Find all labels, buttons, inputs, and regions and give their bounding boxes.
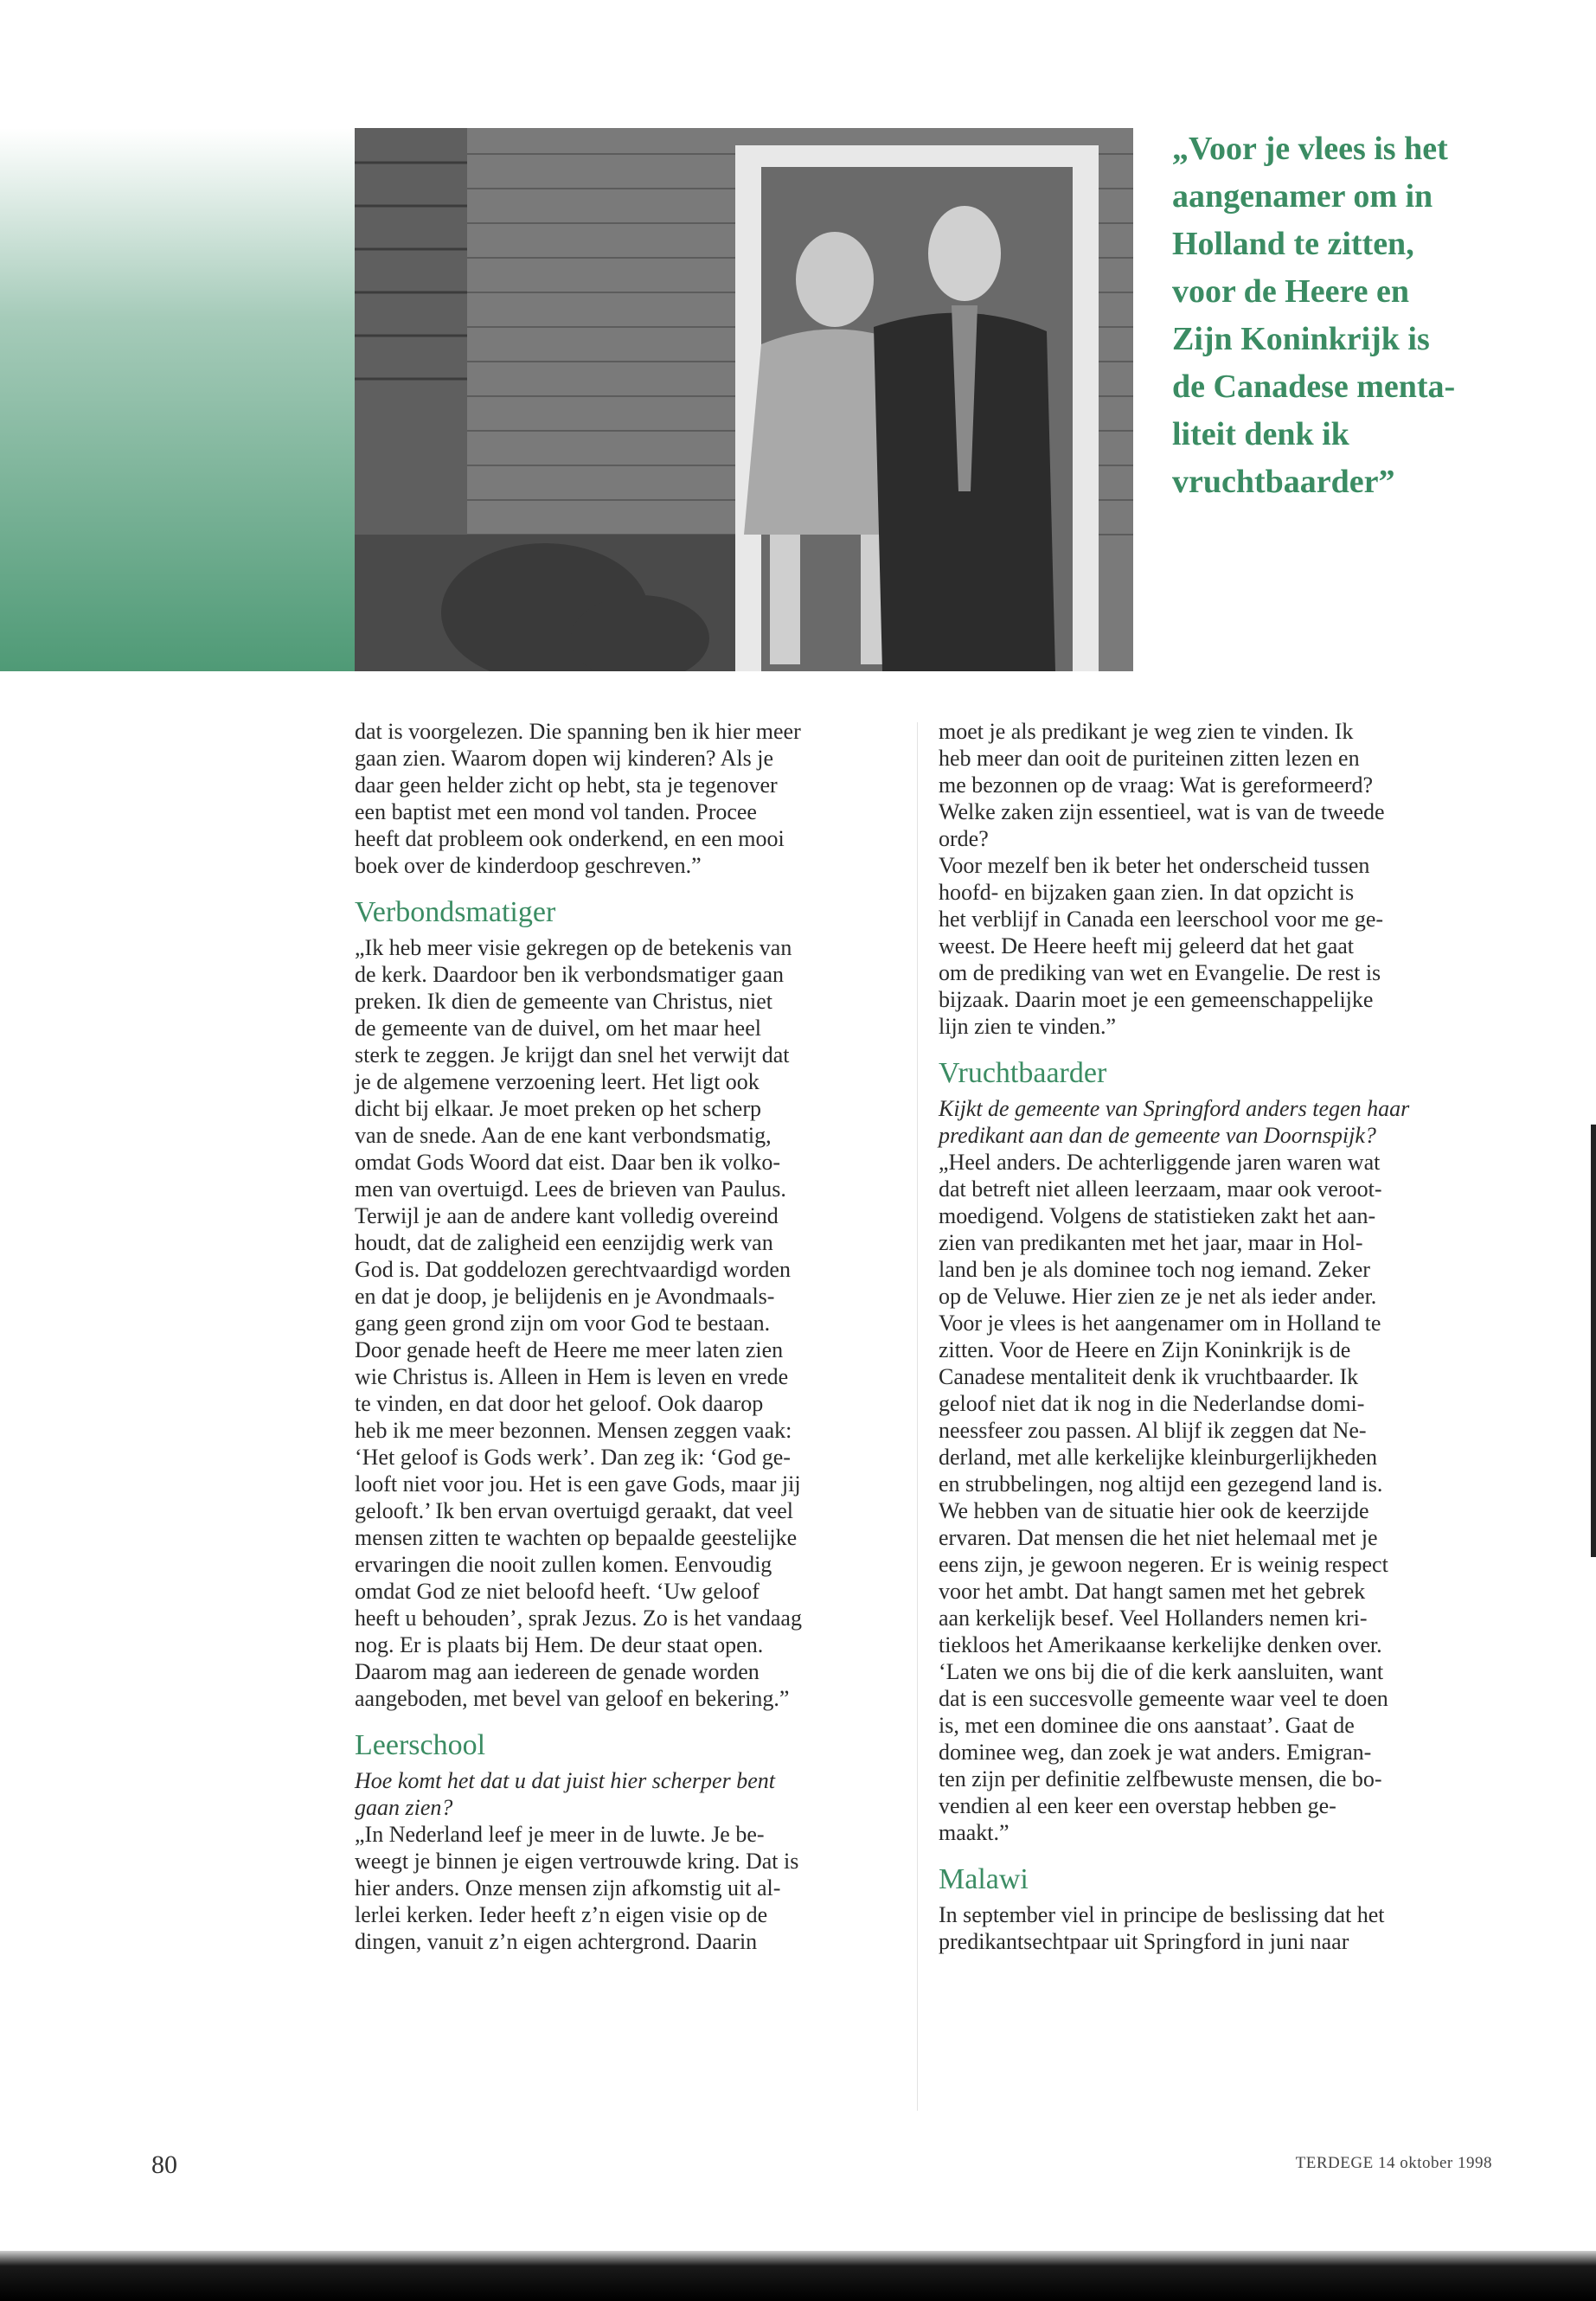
text-line: hier anders. Onze mensen zijn afkomstig uit al- — [355, 1875, 781, 1900]
pull-quote-line: Zijn Koninkrijk is — [1172, 321, 1430, 357]
text-line: zitten. Voor de Heere en Zijn Koninkrijk is de — [939, 1337, 1351, 1362]
text-line: nog. Er is plaats bij Hem. De deur staat open. — [355, 1632, 764, 1657]
text-line: geloof niet dat ik nog in die Nederlandse domi- — [939, 1391, 1365, 1416]
text-line: Voor je vlees is het aangenamer om in Holland te — [939, 1311, 1381, 1336]
text-line: dat betreft niet alleen leerzaam, maar ook veroot- — [939, 1176, 1382, 1202]
text-line: heeft dat probleem ook onderkend, en een mooi — [355, 826, 785, 851]
text-line: ervaringen die nooit zullen komen. Eenvoudig — [355, 1552, 772, 1577]
text-line: Daarom mag aan iedereen de genade worden — [355, 1659, 760, 1684]
text-line: heb ik me meer bezonnen. Mensen zeggen vaak: — [355, 1418, 792, 1443]
text-line: vendien al een keer een overstap hebben ge- — [939, 1793, 1336, 1818]
text-line: moedigend. Volgens de statistieken zakt het aan- — [939, 1203, 1376, 1228]
right-intro-paragraph — [939, 718, 1492, 1040]
text-line: gaan zien. Waarom dopen wij kinderen? Als je — [355, 746, 774, 771]
leerschool-paragraph — [355, 1821, 882, 1955]
couple-photo-illustration — [355, 128, 1133, 671]
text-line: houdt, dat de zaligheid een eenzijdig werk van — [355, 1230, 773, 1255]
pull-quote-line: „Voor je vlees is het — [1172, 131, 1448, 167]
column-divider — [917, 722, 918, 2111]
text-line: aangeboden, met bevel van geloof en bekering.” — [355, 1686, 790, 1711]
question-line: Hoe komt het dat u dat juist hier scherper bent — [355, 1768, 775, 1793]
text-line: is, met een dominee die ons aanstaat’. Gaat de — [939, 1713, 1355, 1738]
right-column — [939, 718, 1492, 1955]
text-line: ‘Het geloof is Gods werk’. Dan zeg ik: ‘God ge- — [355, 1445, 791, 1470]
text-line: Door genade heeft de Heere me meer laten zien — [355, 1337, 784, 1362]
photo — [355, 128, 1133, 671]
text-line: „Ik heb meer visie gekregen op de betekenis van — [355, 935, 792, 960]
text-line: daar geen helder zicht op hebt, sta je tegenover — [355, 772, 778, 798]
text-line: voor het ambt. Dat hangt samen met het gebrek — [939, 1579, 1366, 1604]
left-column — [355, 718, 882, 1955]
pull-quote-line: de Canadese menta- — [1172, 369, 1456, 405]
text-line: God is. Dat goddelozen gerechtvaardigd worden — [355, 1257, 791, 1282]
text-line: de kerk. Daardoor ben ik verbondsmatiger gaan — [355, 962, 784, 987]
text-line: dicht bij elkaar. Je moet preken op het scherp — [355, 1096, 762, 1121]
text-line: Canadese mentaliteit denk ik vruchtbaarder. Ik — [939, 1364, 1359, 1389]
text-line: „In Nederland leef je meer in de luwte. Je be- — [355, 1822, 765, 1847]
text-line: „Heel anders. De achterliggende jaren waren wat — [939, 1150, 1381, 1175]
text-line: dominee weg, dan zoek je wat anders. Emigran- — [939, 1740, 1372, 1765]
verbondsmatiger-paragraph — [355, 934, 882, 1712]
page-number: 80 — [151, 2150, 177, 2179]
text-line: boek over de kinderdoop geschreven.” — [355, 853, 702, 878]
question-line: gaan zien? — [355, 1795, 453, 1820]
text-line: ‘Laten we ons bij die of die kerk aansluiten, want — [939, 1659, 1384, 1684]
left-intro-paragraph — [355, 718, 882, 879]
text-line: looft niet voor jou. Het is een gave Gods, maar jij — [355, 1471, 801, 1497]
text-line: dat is voorgelezen. Die spanning ben ik hier meer — [355, 719, 801, 744]
text-line: de gemeente van de duivel, om het maar heel — [355, 1016, 761, 1041]
publication-footer: TERDEGE 14 oktober 1998 — [1295, 2154, 1492, 2172]
text-line: heb meer dan ooit de puriteinen zitten lezen en — [939, 746, 1360, 771]
text-line: me bezonnen op de vraag: Wat is gereformeerd? — [939, 772, 1374, 798]
text-line: om de prediking van wet en Evangelie. De rest is — [939, 960, 1381, 985]
text-line: maakt.” — [939, 1820, 1010, 1845]
pull-quote-line: voor de Heere en — [1172, 273, 1410, 310]
text-line: heeft u behouden’, sprak Jezus. Zo is het vandaag — [355, 1606, 802, 1631]
section-heading-malawi: Malawi — [939, 1863, 1029, 1895]
vruchtbaarder-paragraph — [939, 1149, 1492, 1846]
text-line: In september viel in principe de beslissing dat het — [939, 1902, 1385, 1927]
text-line: dat is een succesvolle gemeente waar veel te doen — [939, 1686, 1388, 1711]
text-line: neessfeer zou passen. Al blijf ik zeggen dat Ne- — [939, 1418, 1367, 1443]
scan-edge-mark — [1591, 1125, 1596, 1557]
text-line: orde? — [939, 826, 989, 851]
text-line: omdat Gods Woord dat eist. Daar ben ik volko- — [355, 1150, 781, 1175]
malawi-paragraph — [939, 1901, 1492, 1955]
text-line: predikantsechtpaar uit Springford in juni naar — [939, 1929, 1349, 1954]
question-line: predikant aan dan de gemeente van Doornspijk? — [939, 1123, 1376, 1148]
scan-bottom-bar — [0, 2251, 1596, 2301]
text-line: We hebben van de situatie hier ook de keerzijde — [939, 1498, 1369, 1523]
text-line: te vinden, en dat door het geloof. Ook daarop — [355, 1391, 764, 1416]
section-heading-verbondsmatiger: Verbondsmatiger — [355, 896, 556, 928]
text-line: mensen zitten te wachten op bepaalde geestelijke — [355, 1525, 798, 1550]
pull-quote-line: Holland te zitten, — [1172, 226, 1414, 262]
text-line: een baptist met een mond vol tanden. Procee — [355, 799, 757, 824]
text-line: op de Veluwe. Hier zien ze je net als ieder ander. — [939, 1284, 1377, 1309]
text-line: men van overtuigd. Lees de brieven van Paulus. — [355, 1176, 786, 1202]
text-line: weest. De Heere heeft mij geleerd dat het gaat — [939, 933, 1355, 958]
pull-quote-line: liteit denk ik — [1172, 416, 1349, 452]
text-line: dingen, vanuit z’n eigen achtergrond. Daarin — [355, 1929, 758, 1954]
green-gradient-block — [0, 128, 355, 671]
pull-quote — [1172, 125, 1535, 506]
text-line: eens zijn, je gewoon negeren. Er is weinig respect — [939, 1552, 1388, 1577]
pull-quote-line: aangenamer om in — [1172, 178, 1433, 215]
leerschool-question — [355, 1767, 882, 1821]
pull-quote-line: vruchtbaarder” — [1172, 464, 1395, 500]
text-line: het verblijf in Canada een leerschool voor me ge- — [939, 907, 1384, 932]
text-line: gelooft.’ Ik ben ervan overtuigd geraakt, dat veel — [355, 1498, 794, 1523]
text-line: Voor mezelf ben ik beter het onderscheid tussen — [939, 853, 1370, 878]
text-line: ten zijn per definitie zelfbewuste mensen, die bo- — [939, 1766, 1382, 1791]
text-line: en dat je doop, je belijdenis en je Avondmaals- — [355, 1284, 775, 1309]
text-line: aan kerkelijk besef. Veel Hollanders nemen kri- — [939, 1606, 1368, 1631]
text-line: wie Christus is. Alleen in Hem is leven en vrede — [355, 1364, 789, 1389]
question-line: Kijkt de gemeente van Springford anders tegen haar — [939, 1096, 1410, 1121]
text-line: ervaren. Dat mensen die het niet helemaal met je — [939, 1525, 1378, 1550]
text-line: moet je als predikant je weg zien te vinden. Ik — [939, 719, 1354, 744]
text-line: land ben je als dominee toch nog iemand. Zeker — [939, 1257, 1370, 1282]
text-line: lijn zien te vinden.” — [939, 1014, 1117, 1039]
text-line: van de snede. Aan de ene kant verbondsmatig, — [355, 1123, 772, 1148]
text-line: hoofd- en bijzaken gaan zien. In dat opzicht is — [939, 880, 1355, 905]
text-line: bijzaak. Daarin moet je een gemeenschappelijke — [939, 987, 1374, 1012]
text-line: je de algemene verzoening leert. Het ligt ook — [355, 1069, 760, 1094]
text-line: preken. Ik dien de gemeente van Christus, niet — [355, 989, 773, 1014]
text-line: Welke zaken zijn essentieel, wat is van de tweede — [939, 799, 1385, 824]
text-line: tiekloos het Amerikaanse kerkelijke denken over. — [939, 1632, 1382, 1657]
text-line: derland, met alle kerkelijke kleinburgerlijkheden — [939, 1445, 1378, 1470]
text-line: sterk te zeggen. Je krijgt dan snel het verwijt dat — [355, 1042, 790, 1067]
section-heading-vruchtbaarder: Vruchtbaarder — [939, 1057, 1107, 1089]
section-heading-leerschool: Leerschool — [355, 1729, 486, 1761]
vruchtbaarder-question — [939, 1095, 1492, 1149]
text-line: omdat God ze niet beloofd heeft. ‘Uw geloof — [355, 1579, 760, 1604]
text-line: lerlei kerken. Ieder heeft z’n eigen visie op de — [355, 1902, 768, 1927]
text-line: gang geen grond zijn om voor God te bestaan. — [355, 1311, 771, 1336]
text-line: en strubbelingen, nog altijd een gezegend land is. — [939, 1471, 1383, 1497]
text-line: weegt je binnen je eigen vertrouwde kring. Dat is — [355, 1849, 799, 1874]
text-line: Terwijl je aan de andere kant volledig overeind — [355, 1203, 779, 1228]
text-line: zien van predikanten met het jaar, maar in Hol- — [939, 1230, 1363, 1255]
